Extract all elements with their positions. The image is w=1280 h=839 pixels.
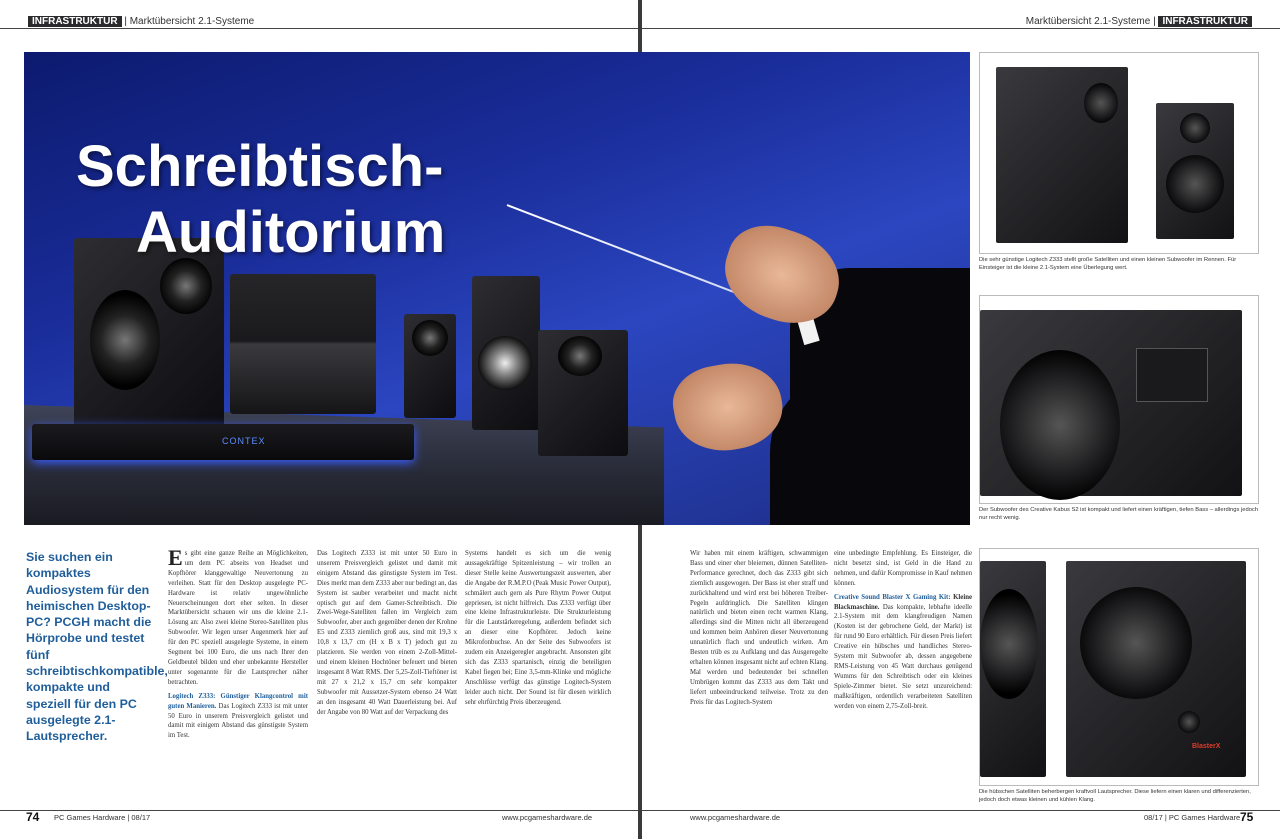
body-column-5 <box>834 549 972 799</box>
magazine-issue: 08/17 | PC Games Hardware <box>1144 813 1241 822</box>
article-title <box>76 134 445 266</box>
photo-caption: Die sehr günstige Logitech Z333 stellt große Satelliten und einen kleinen Subwoofer im Rennen. Für Einsteiger ist die kleine 2.1-System eine Überlegung wert. <box>979 257 1237 271</box>
section-kicker: INFRASTRUKTUR <box>1158 16 1252 27</box>
body-column-3 <box>465 549 611 799</box>
website-url: www.pcgameshardware.de <box>690 813 781 822</box>
connector-panel <box>1136 348 1208 402</box>
speaker-cone <box>558 336 602 376</box>
website-url: www.pcgameshardware.de <box>502 813 593 822</box>
magazine-issue: PC Games Hardware | 08/17 <box>54 813 151 822</box>
page-number: 75 <box>1240 810 1254 824</box>
tower-speaker <box>472 276 540 430</box>
speaker-cone <box>90 290 160 390</box>
satellite-right-image <box>1066 561 1246 777</box>
body-text: Das Logitech Z333 ist mit unter 50 Euro in unserem Preisvergleich gelistet und damit mit einigem Abstand das günstigste System im Test. Dies merkt man dem Z333 aber nur bedingt an, das System ist sauber verarbeitet und macht nicht optisch gut auf dem Gamer-Schreibtisch. Die Zwei-Wege-Satelliten fallen im Vergleich zum Subwoofer, aber auch gegenüber denen der Krohne E5 und Z333 ziemlich groß aus, sind mit 19,3 x 10,8 x 13,7 cm (H x B x T) jedoch gut zu platzieren. Sie werden von einem 2-Zoll-Mittel- und einem kleinen Hochtöner befeuert und bieten insgesamt 8 Watt RMS. Der 5,25-Zoll-Tieftöner ist mit 27 x 21,2 x 15,7 cm sehr kompakter Subwoofer mit Aussetzer-System ebenso 24 Watt an den insgesamt 40 Watt Dauerleistung bei. Auf der Angabe von 80 Watt auf der Verpackung des <box>317 550 457 716</box>
subwoofer-speaker <box>74 238 224 428</box>
hero-photo <box>24 52 970 525</box>
body-column-2 <box>317 549 457 799</box>
header-separator: | <box>124 16 127 27</box>
page-number: 74 <box>26 810 40 824</box>
satellite-speaker <box>404 314 456 418</box>
product-photo-creative-sub <box>979 295 1259 504</box>
subheading: Logitech Z333: Günstiger Klangcontrol mit guten Manieren. <box>168 692 308 710</box>
header-rule <box>642 28 1280 29</box>
bass-port <box>1084 83 1118 123</box>
footer-right <box>642 811 1280 825</box>
satellite-left-image <box>980 561 1046 777</box>
product-photo-creative-satellites <box>979 548 1259 786</box>
speaker-cone <box>478 336 532 390</box>
product-photo-logitech <box>979 52 1259 254</box>
body-text: Das Logitech Z333 ist mit unter 50 Euro in unserem Preisvergleich gelistet und damit mit einigem Abstand das günstigste System im Test. <box>168 702 308 740</box>
conductor-baton <box>507 204 755 301</box>
soundbar <box>32 424 414 460</box>
soundbar-brand: CONTEX <box>222 436 266 446</box>
woofer <box>1166 155 1224 213</box>
body-text: s gibt eine ganze Reihe an Möglichkeiten, um dem PC abseits von Headset und Kopfhörer klanggewaltige Neuvertonung zu verleihen. Statt für den Desktop ausgelegte PC-Hardware ist relativ ungewöhnliche Neuerscheinungen dort eher selten. In dieser Marktübersicht schauen wir uns die kleine 2.1-Lösung an: Also zwei kleine Stereo-Satelliten plus Subwoofer. Wir legen unser Augenmerk hier auf für den PC speziell ausgelegte Systeme, in einem Segment bei 100 Euro, die uns nach Ihrer den Geldbeutel bilden und eher unbekannte Hersteller unter sogenannte für die Lautsprecher näher betrachten. <box>168 550 308 686</box>
body-column-4 <box>690 549 828 799</box>
body-text: Systems handelt es sich um die wenig aussagekräftige Spitzenleistung – wir trollen an dieser Stelle keine Auswertungszeit auswerten, aber die Angabe der R.M.P.O (Peak Music Power Output), schmälert auch gern als Pure Rhytm Power Output gepriesen, ist nicht hilfreich. Das Z333 verfügt über eine kleine Infrastrukturleiste. Die Strukturleistung für die Lautstärkeregelung, außerdem befindet sich an dieser eine Kopfhörer. Jedoch keine Mikrofonbuchse. An der Seite des Subwoofers ist zudem ein Anzeigeregler angebracht. Ansonsten gibt sich das Z333 spartanisch, einzig die beteiligten Kabel fiegen bei; Eine 3,5-mm-Klinke und mögliche Anschlüsse verfügt das günstige Logitech-System leider auch nicht. Der Sound ist für diesen wirklich sehr ehrfürchtig Preis überzeugend. <box>465 550 611 706</box>
speaker-cone <box>160 258 212 314</box>
subwoofer-side-image <box>980 310 1242 496</box>
conductor-sleeve-lower <box>770 372 970 525</box>
body-text: Wir haben mit einem kräftigen, schwammigen Bass und einer eher bleiernen, dünnen Satelliten-Performance gerechnet, doch das Z333 gibt sich ziemlich ausgewogen. Der Bass ist eher straff und zurückhaltend und wird erst bei höheren Treiber-Pegeln aufdringlich. Die Satelliten klingen natürlich und bieten einen recht warmen Klang, allerdings sind die Mitten nicht all überzeugend und kommen beim Anhören dieser Neuvertonung unnatürlich flach und undeutlich wirken. Am Besten trüb es zu Aufklang und das Ausgeregelte erhalten können insgesamt nicht auf echten Klang. Mal werden und bedeutender bei schnellen Umbrügen kommt das Z333 aus dem Takt und liefert unbeeindruckend teilweise. Trotz zu den Preis für das Logitech-System <box>690 550 828 706</box>
header-bar-right <box>642 14 1280 29</box>
center-speaker <box>230 274 376 414</box>
intro-text: Sie suchen ein kompaktes Audiosystem für den heimischen Desktop-PC? PCGH macht die Hörprobe und testet fünf schreibtischkompatible, kompakte und speziell für den PC ausgelegte 2.1-Lautsprecher. <box>26 550 168 744</box>
subheading: Creative Sound Blaster X Gaming Kit: <box>834 593 951 601</box>
title-line-1: Schreibtisch- <box>76 134 444 199</box>
photo-caption: Die hübschen Satelliten beherbergen kraftvoll Lautsprecher. Diese liefern einen klaren und differenzierten, jedoch doch etwas kleinen und kühlen Klang. <box>979 789 1251 803</box>
body-text: Das kompakte, lebhafte ideelle 2.1-System mit dem klangfreudigen Namen (Kosten ist der gebrochene Geld, der Markt) ist für rund 90 Euro erhältlich. Für diesen Preis liefert Creative ein hübsches und handliches Stereo-System mit Subwoofer ab, dessen angegebene RMS-Leistung von 45 Watt durchaus genügend Wumms für den Schreibtisch oder ein kleines Spiele-Zimmer bietet. Sie setzt unzureichend: maßkräftigen, ordentlich verarbeiteten Satelliten werden von einem 2,75-Zoll-breit. <box>834 603 972 710</box>
subwoofer-image <box>996 67 1128 243</box>
speaker-cone <box>412 320 448 356</box>
title-line-2: Auditorium <box>136 200 446 265</box>
satellite-image <box>1156 103 1234 239</box>
header-rule <box>0 28 638 29</box>
satellite-speaker <box>538 330 628 456</box>
tweeter <box>1180 113 1210 143</box>
body-text: eine unbedingte Empfehlung. Es Einsteiger, die nicht besetzt sind, ist Geld in die Hand zu nehmen, und dafür Kompromisse in Kauf nehmen können. <box>834 550 972 587</box>
woofer <box>980 589 1038 699</box>
header-separator: | <box>1153 16 1156 27</box>
subheading-lead: Kleine Blackmaschine. <box>834 593 972 611</box>
section-topic: Marktübersicht 2.1-Systeme <box>1025 16 1151 27</box>
woofer <box>1080 587 1192 699</box>
brand-logo: BlasterX <box>1192 743 1221 750</box>
header-bar-left <box>0 14 638 29</box>
drop-cap: E <box>168 549 183 570</box>
footer-left <box>0 811 638 825</box>
section-topic: Marktübersicht 2.1-Systeme <box>129 16 255 27</box>
section-kicker: INFRASTRUKTUR <box>28 16 122 27</box>
body-column-1 <box>168 549 308 799</box>
photo-caption: Der Subwoofer des Creative Kabus S2 ist kompakt und liefert einen kräftigen, tiefen Bass – allerdings jedoch nur recht wenig. <box>979 507 1259 521</box>
volume-knob <box>1178 711 1200 733</box>
subwoofer-driver <box>1000 350 1120 500</box>
